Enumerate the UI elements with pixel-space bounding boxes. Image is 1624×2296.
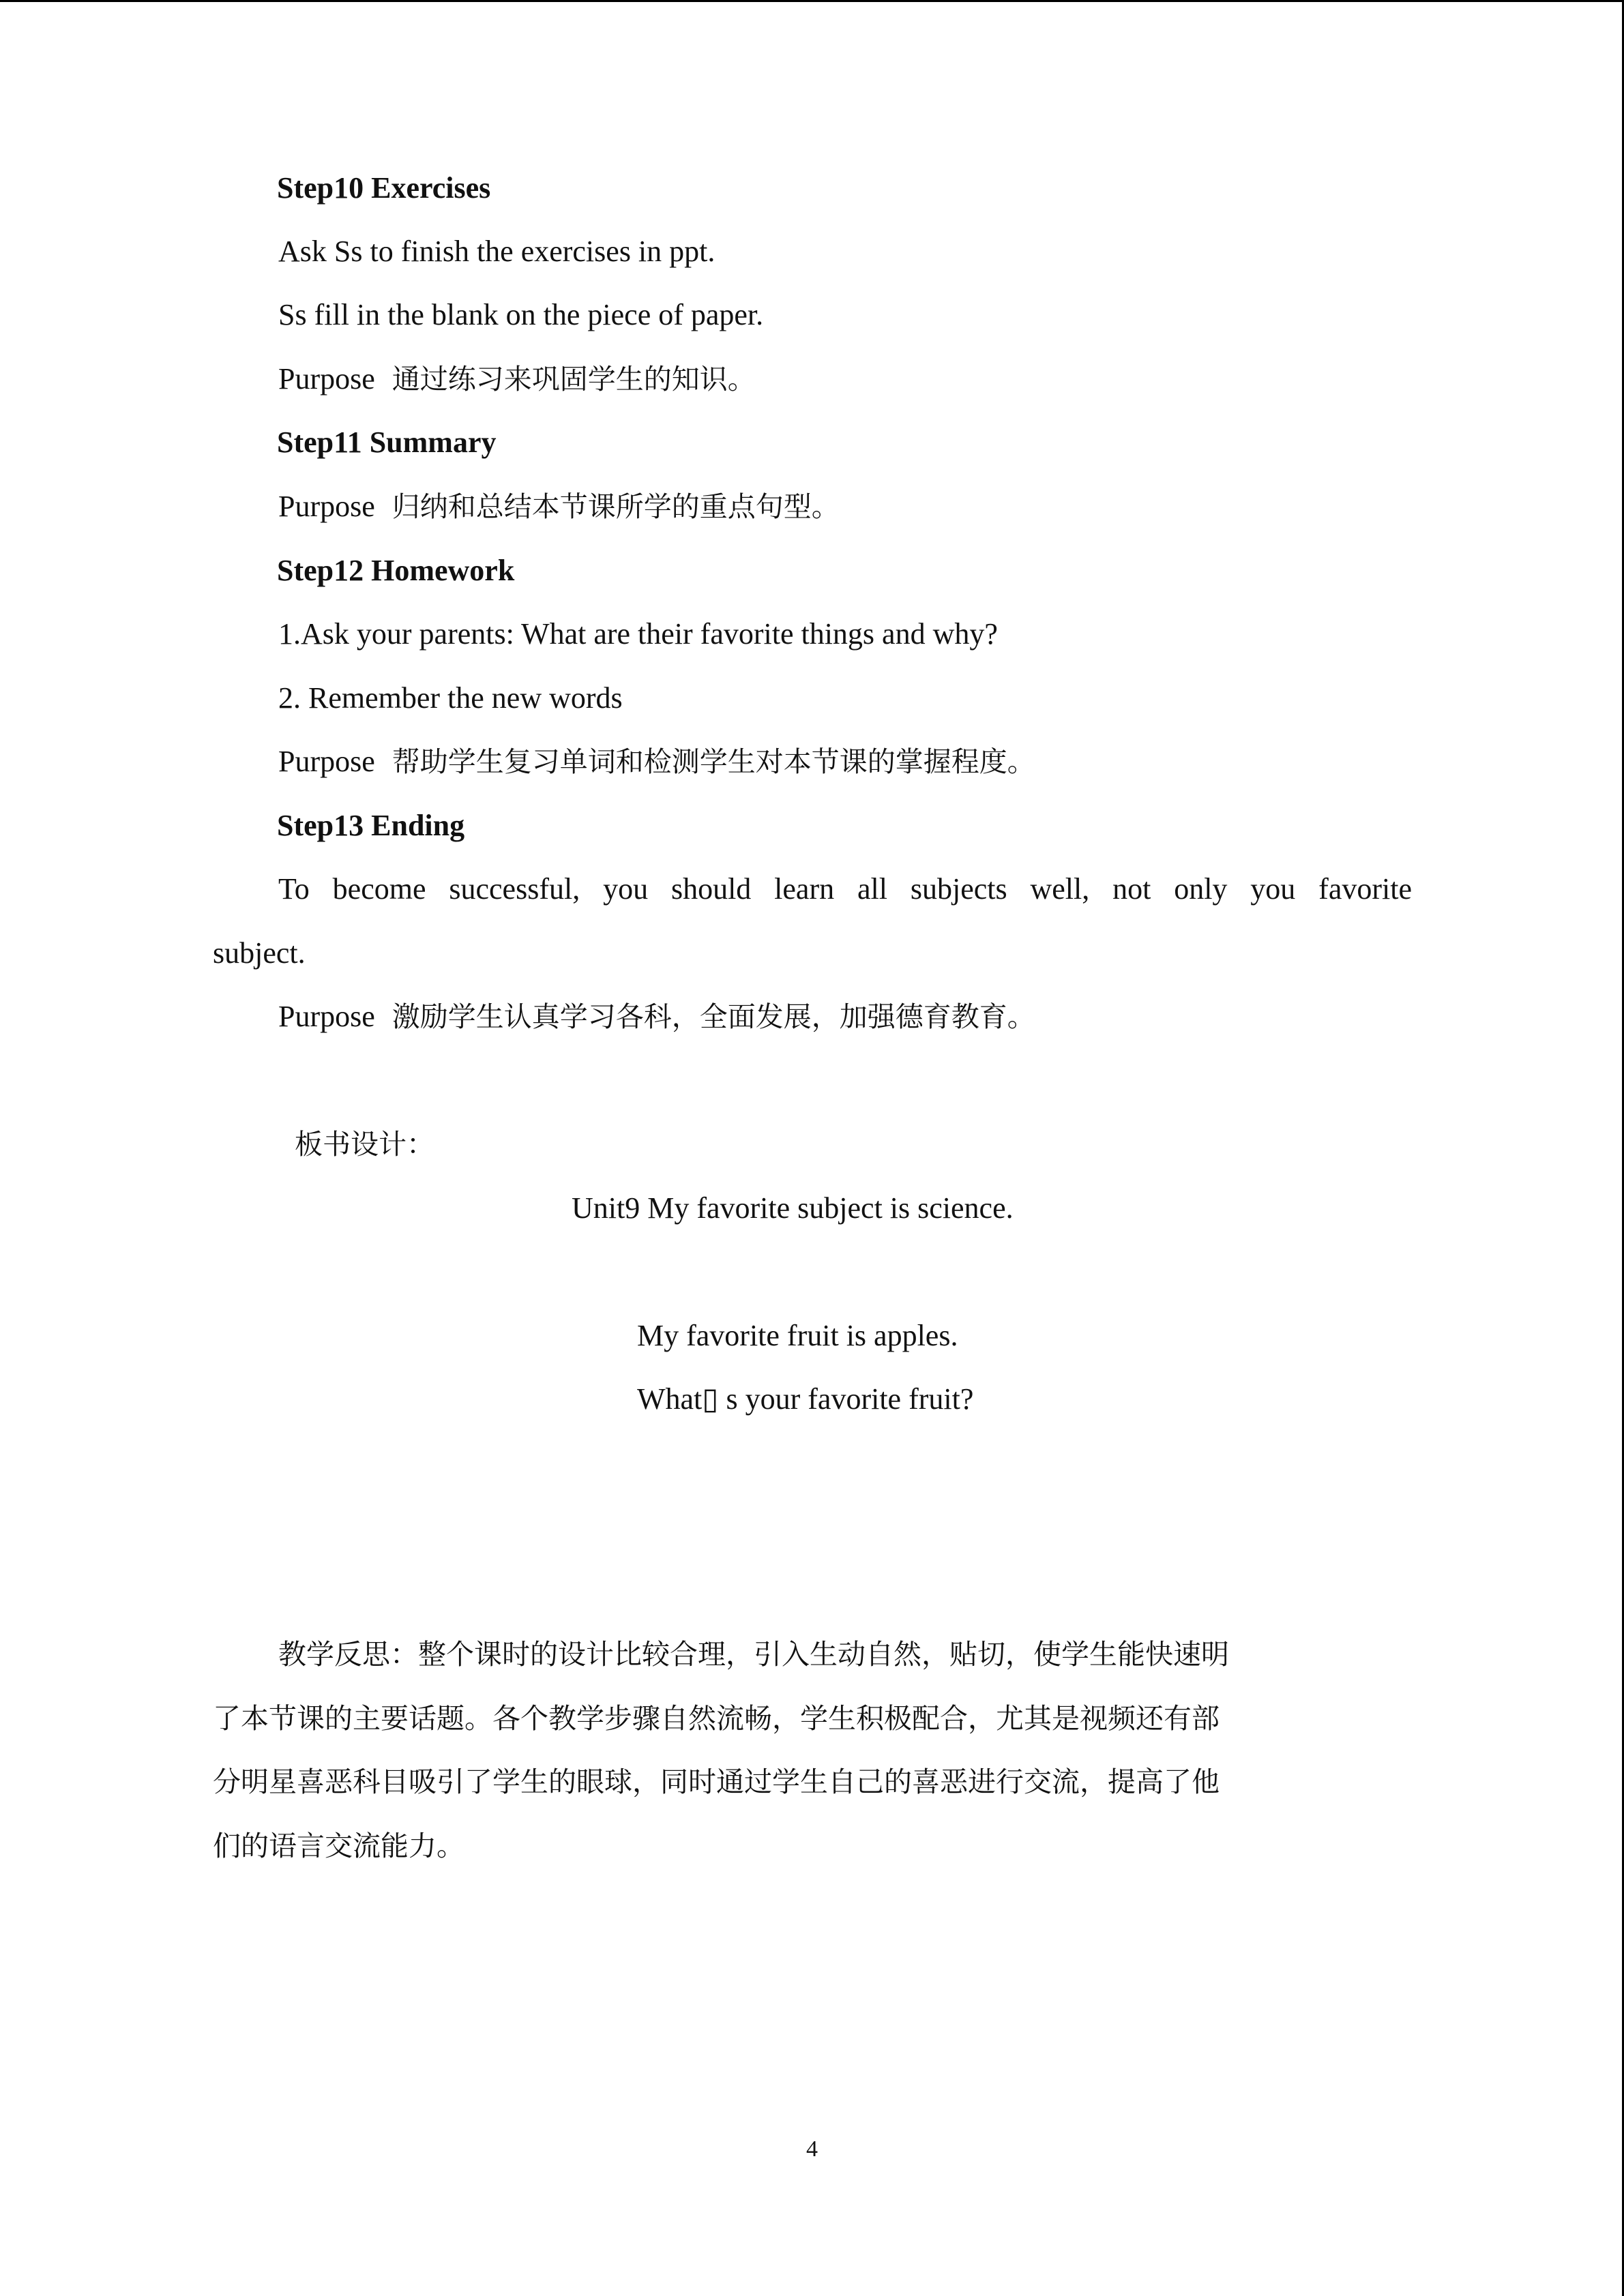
purpose-text: 帮助学生复习单词和检测学生对本节课的掌握程度。	[392, 745, 1035, 778]
step13-heading: Step13 Ending	[277, 809, 465, 842]
step10-purpose	[278, 359, 756, 400]
purpose-label: Purpose	[278, 362, 375, 396]
step12-line-2: 2. Remember the new words	[278, 681, 623, 715]
step13-purpose	[278, 996, 1035, 1037]
board-title: Unit9 My favorite subject is science.	[572, 1191, 1014, 1225]
board-label: 板书设计：	[295, 1128, 434, 1161]
step11-purpose	[278, 486, 840, 527]
purpose-label: Purpose	[278, 1000, 375, 1033]
reflection-line-3: 分明星喜恶科目吸引了学生的眼球，同时通过学生自己的喜恶进行交流，提高了他	[213, 1765, 1220, 1798]
reflection-line-1: 教学反思：整个课时的设计比较合理，引入生动自然，贴切，使学生能快速明	[278, 1638, 1229, 1671]
step12-purpose	[278, 741, 1035, 782]
reflection-line-4: 们的语言交流能力。	[213, 1830, 464, 1862]
step10-heading: Step10 Exercises	[277, 171, 491, 205]
purpose-label: Purpose	[278, 745, 375, 778]
step11-heading: Step11 Summary	[277, 426, 497, 459]
step13-line-1: To become successful, you should learn all subjects well, not only you favorite	[278, 872, 1412, 906]
purpose-text: 通过练习来巩固学生的知识。	[392, 363, 756, 396]
purpose-text: 归纳和总结本节课所学的重点句型。	[392, 490, 840, 523]
board-sentence-2: What▯ s your favorite fruit?	[637, 1382, 974, 1416]
purpose-label: Purpose	[278, 490, 375, 523]
step12-line-1: 1.Ask your parents: What are their favorite things and why?	[278, 617, 998, 651]
step10-line-1: Ask Ss to finish the exercises in ppt.	[278, 235, 715, 268]
step10-line-2: Ss fill in the blank on the piece of paper.	[278, 298, 764, 331]
board-sentence-1: My favorite fruit is apples.	[637, 1319, 958, 1352]
reflection-line-2: 了本节课的主要话题。各个教学步骤自然流畅，学生积极配合，尤其是视频还有部	[213, 1702, 1220, 1735]
purpose-text: 激励学生认真学习各科，全面发展，加强德育教育。	[392, 1000, 1035, 1033]
page-number: 4	[806, 2136, 818, 2162]
top-border	[0, 0, 1624, 2]
step13-line-2: subject.	[213, 936, 306, 970]
step12-heading: Step12 Homework	[277, 554, 515, 587]
